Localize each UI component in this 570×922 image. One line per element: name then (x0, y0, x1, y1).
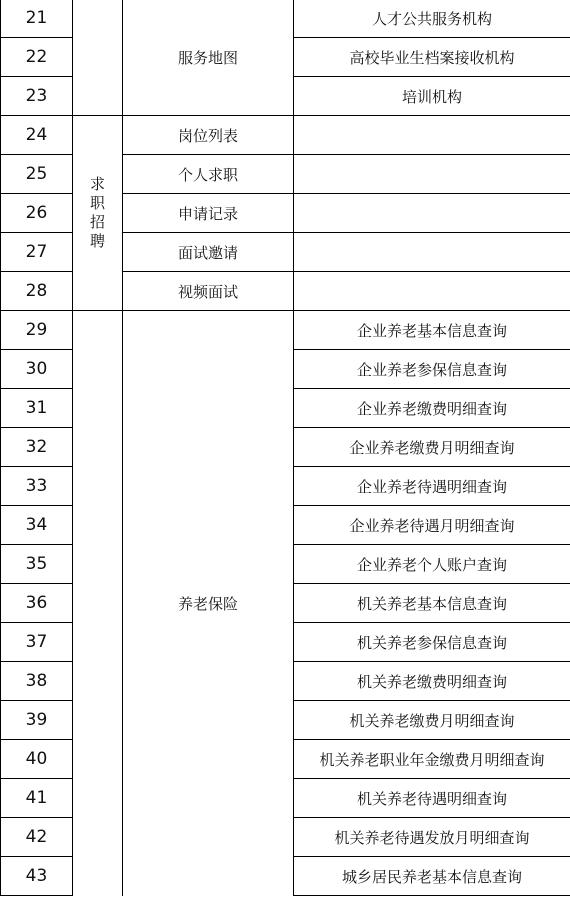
service-item: 机关养老待遇明细查询 (294, 779, 570, 818)
service-item: 机关养老待遇发放月明细查询 (294, 818, 570, 857)
row-number: 22 (1, 38, 73, 77)
row-number: 29 (1, 311, 73, 350)
service-item (294, 155, 570, 194)
row-number: 26 (1, 194, 73, 233)
module-pension-insurance: 养老保险 (123, 311, 294, 896)
service-item: 企业养老缴费明细查询 (294, 389, 570, 428)
service-item: 企业养老个人账户查询 (294, 545, 570, 584)
service-item: 机关养老职业年金缴费月明细查询 (294, 740, 570, 779)
row-number: 36 (1, 584, 73, 623)
row-number: 28 (1, 272, 73, 311)
service-item (294, 272, 570, 311)
category-cell-empty (73, 0, 123, 116)
row-number: 23 (1, 77, 73, 116)
service-item: 人才公共服务机构 (294, 0, 570, 38)
service-item: 企业养老待遇明细查询 (294, 467, 570, 506)
row-number: 33 (1, 467, 73, 506)
module-video-interview: 视频面试 (123, 272, 294, 311)
table-row (1, 116, 570, 155)
service-item: 培训机构 (294, 77, 570, 116)
row-number: 25 (1, 155, 73, 194)
row-number: 41 (1, 779, 73, 818)
row-number: 37 (1, 623, 73, 662)
row-number: 32 (1, 428, 73, 467)
module-service-map: 服务地图 (123, 0, 294, 116)
row-number: 34 (1, 506, 73, 545)
category-job-seeking (73, 116, 123, 311)
row-number: 24 (1, 116, 73, 155)
module-interview-invitations: 面试邀请 (123, 233, 294, 272)
row-number: 38 (1, 662, 73, 701)
row-number: 40 (1, 740, 73, 779)
row-number: 35 (1, 545, 73, 584)
module-personal-job-seeking: 个人求职 (123, 155, 294, 194)
service-item: 企业养老缴费月明细查询 (294, 428, 570, 467)
service-item: 企业养老参保信息查询 (294, 350, 570, 389)
service-item: 机关养老基本信息查询 (294, 584, 570, 623)
table-row (1, 311, 570, 350)
service-item: 机关养老缴费明细查询 (294, 662, 570, 701)
service-item: 企业养老基本信息查询 (294, 311, 570, 350)
service-item (294, 233, 570, 272)
service-item: 机关养老缴费月明细查询 (294, 701, 570, 740)
module-job-list: 岗位列表 (123, 116, 294, 155)
module-application-records: 申请记录 (123, 194, 294, 233)
category-cell-empty (73, 311, 123, 896)
row-number: 39 (1, 701, 73, 740)
service-item (294, 116, 570, 155)
service-item: 城乡居民养老基本信息查询 (294, 857, 570, 896)
row-number: 27 (1, 233, 73, 272)
service-item (294, 194, 570, 233)
row-number: 31 (1, 389, 73, 428)
row-number: 30 (1, 350, 73, 389)
row-number: 21 (1, 0, 73, 38)
service-item: 企业养老待遇月明细查询 (294, 506, 570, 545)
table-row (1, 0, 570, 38)
service-item: 机关养老参保信息查询 (294, 623, 570, 662)
row-number: 42 (1, 818, 73, 857)
service-item: 高校毕业生档案接收机构 (294, 38, 570, 77)
category-label: 求职招聘 (90, 175, 106, 250)
row-number: 43 (1, 857, 73, 896)
